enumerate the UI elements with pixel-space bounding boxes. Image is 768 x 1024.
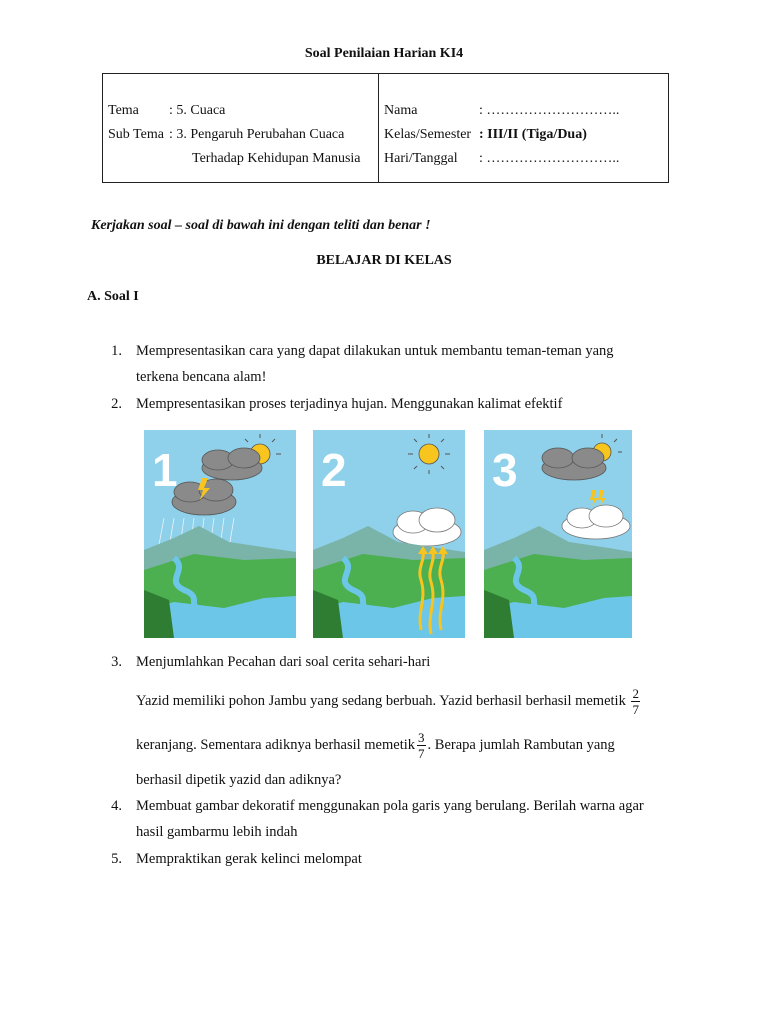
fraction-numerator: 2: [632, 686, 639, 701]
section-heading: BELAJAR DI KELAS: [316, 253, 452, 268]
instruction-text: Kerjakan soal – soal di bawah ini dengan teliti dan benar !: [91, 218, 431, 233]
kelas-label: Kelas/Semester: [384, 127, 472, 142]
hari-value: : ………………………..: [479, 151, 620, 166]
q3-line1: Menjumlahkan Pecahan dari soal cerita sehari-hari: [136, 654, 431, 670]
q3-line4: berhasil dipetik yazid dan adiknya?: [136, 772, 342, 788]
panel-number-1: 1: [152, 444, 178, 496]
subtema-value-line1: : 3. Pengaruh Perubahan Cuaca: [169, 127, 345, 142]
q3-line2: [136, 686, 642, 717]
storm-cloud-icon: [542, 448, 606, 480]
q4-line1: Membuat gambar dekoratif menggunakan pola garis yang berulang. Berilah warna agar: [136, 798, 644, 814]
nama-label: Nama: [384, 103, 418, 118]
q2-line1: Mempresentasikan proses terjadinya hujan. Menggunakan kalimat efektif: [136, 396, 563, 412]
q4-line2: hasil gambarmu lebih indah: [136, 824, 298, 840]
q3-line2-text: Yazid memiliki pohon Jambu yang sedang berbuah. Yazid berhasil berhasil memetik: [136, 692, 626, 709]
rain-cycle-panel-3: [482, 430, 634, 638]
panel-number-3: 3: [492, 444, 518, 496]
arrow-heads: [418, 546, 448, 554]
q4-number: 4.: [111, 798, 122, 814]
fraction-denominator: 7: [418, 746, 425, 761]
fraction-numerator: 3: [418, 730, 425, 745]
panel-number-2: 2: [321, 444, 347, 496]
q1-line2: terkena bencana alam!: [136, 369, 267, 385]
q1-line1: Mempresentasikan cara yang dapat dilakukan untuk membantu teman-teman yang: [136, 343, 614, 359]
nama-value: : ………………………..: [479, 103, 620, 118]
q3-number: 3.: [111, 654, 122, 670]
q2-number: 2.: [111, 396, 122, 412]
q3-line3-text-b: . Berapa jumlah Rambutan yang: [427, 736, 615, 753]
q3-line3-text-a: keranjang. Sementara adiknya berhasil memetik: [136, 736, 416, 753]
hari-label: Hari/Tanggal: [384, 151, 458, 166]
rain-cycle-panel-1: [144, 430, 296, 638]
tema-label: Tema: [108, 103, 139, 118]
q3-line3: [136, 730, 615, 761]
fraction-three-sevenths: [417, 730, 426, 761]
fraction-two-sevenths: [631, 686, 640, 717]
q5-line1: Mempraktikan gerak kelinci melompat: [136, 851, 362, 867]
info-box-divider: [378, 74, 379, 182]
subtema-label: Sub Tema: [108, 127, 164, 142]
white-cloud-icon: [562, 505, 630, 539]
q1-number: 1.: [111, 343, 122, 359]
white-cloud-icon: [393, 508, 461, 546]
tema-value: : 5. Cuaca: [169, 103, 226, 118]
q5-number: 5.: [111, 851, 122, 867]
document-title: Soal Penilaian Harian KI4: [304, 46, 464, 61]
fraction-denominator: 7: [632, 702, 639, 717]
section-label: A. Soal I: [87, 289, 139, 304]
kelas-value: : III/II (Tiga/Dua): [479, 127, 587, 142]
rain-cycle-panel-2: [313, 430, 465, 638]
info-box: [102, 73, 669, 183]
subtema-value-line2: Terhadap Kehidupan Manusia: [192, 151, 361, 166]
